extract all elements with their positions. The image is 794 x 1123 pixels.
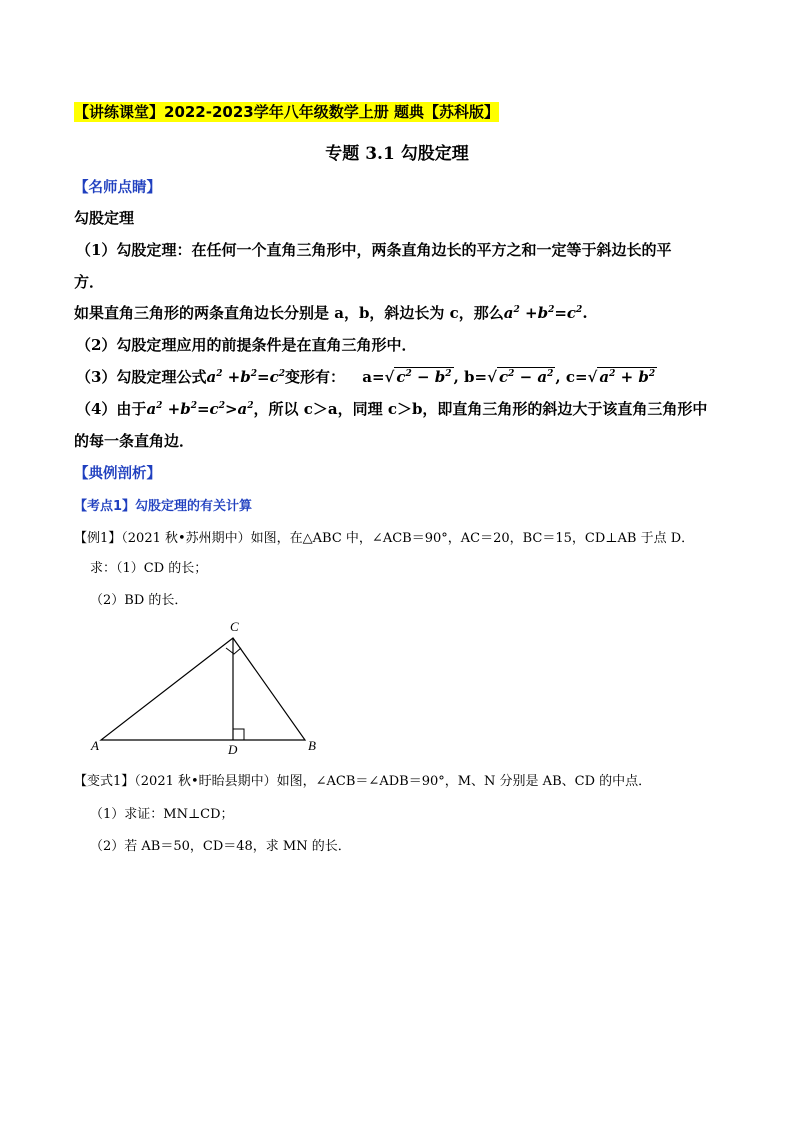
triangle-abc [101,638,305,740]
label-b: B [308,738,316,753]
example1-q2: （2）BD 的长． [90,593,188,608]
right-angle-mark-d [233,729,244,740]
example1-src: （2021 秋•苏州期中）如图，在△ [121,531,313,546]
variant1-q1: （1）求证：MN⊥CD； [90,807,234,822]
section-tips-heading: 【名师点睛】 [74,180,161,196]
tips-p2b: . [582,304,588,322]
formula-pythagoras: $a^2 +b^2=c^2$ [503,304,583,322]
example1-body: ABC 中，∠ACB＝90°，AC＝20，BC＝15，CD⊥AB 于点 D． [312,531,695,546]
tips-p4b: 变形有： [284,368,345,386]
variant1-line1: 【变式1】（2021 秋•盱眙县期中）如图，∠ACB＝∠ADB＝90°，M、N 分别是 AB、CD 的中点． [74,774,652,789]
point1-heading: 【考点1】勾股定理的有关计算 [74,499,253,514]
formula-pythagoras-2: $a^2 +b^2=c^2$ [206,368,285,386]
formula-a: a=√ $c^2 - b^2$ , [362,368,459,386]
tips-p5c: 的每一条直角边． [74,432,195,450]
tips-p2a: 如果直角三角形的两条直角边长分别是 a，b，斜边长为 c，那么 [74,304,504,322]
example1-tag: 【例1】 [74,531,122,546]
tips-p1a: （1）勾股定理：在任何一个直角三角形中，两条直角边长的平方之和一定等于斜边长的平 [76,241,672,259]
label-c: C [230,619,239,634]
variant1-q2: （2）若 AB＝50，CD＝48，求 MN 的长． [90,839,351,854]
tips-p4a: （3）勾股定理公式 [76,368,207,386]
label-a: A [91,738,99,753]
tips-p3: （2）勾股定理应用的前提条件是在直角三角形中． [76,336,417,354]
banner-text: 【讲练课堂】2022-2023学年八年级数学上册 题典【苏科版】 [74,103,499,121]
formula-inequality: $a^2 +b^2=c^2>a^2$ [146,400,254,418]
tips-p5b: ，所以 c＞a，同理 c＞b，即直角三角形的斜边大于该直角三角形中 [253,400,708,418]
tips-topic: 勾股定理 [74,209,135,227]
example1-q1: 求：（1）CD 的长； [90,561,208,576]
formula-c: c=√ $a^2 + b^2$ [565,368,656,386]
formula-b: b=√ $c^2 - a^2$ , [464,368,561,386]
section-analysis-heading: 【典例剖析】 [74,466,161,482]
tips-p1b: 方． [74,273,105,291]
tips-p5a: （4）由于 [76,400,147,418]
page-title: 专题 3.1 勾股定理 [325,144,469,164]
label-d: D [228,742,238,757]
